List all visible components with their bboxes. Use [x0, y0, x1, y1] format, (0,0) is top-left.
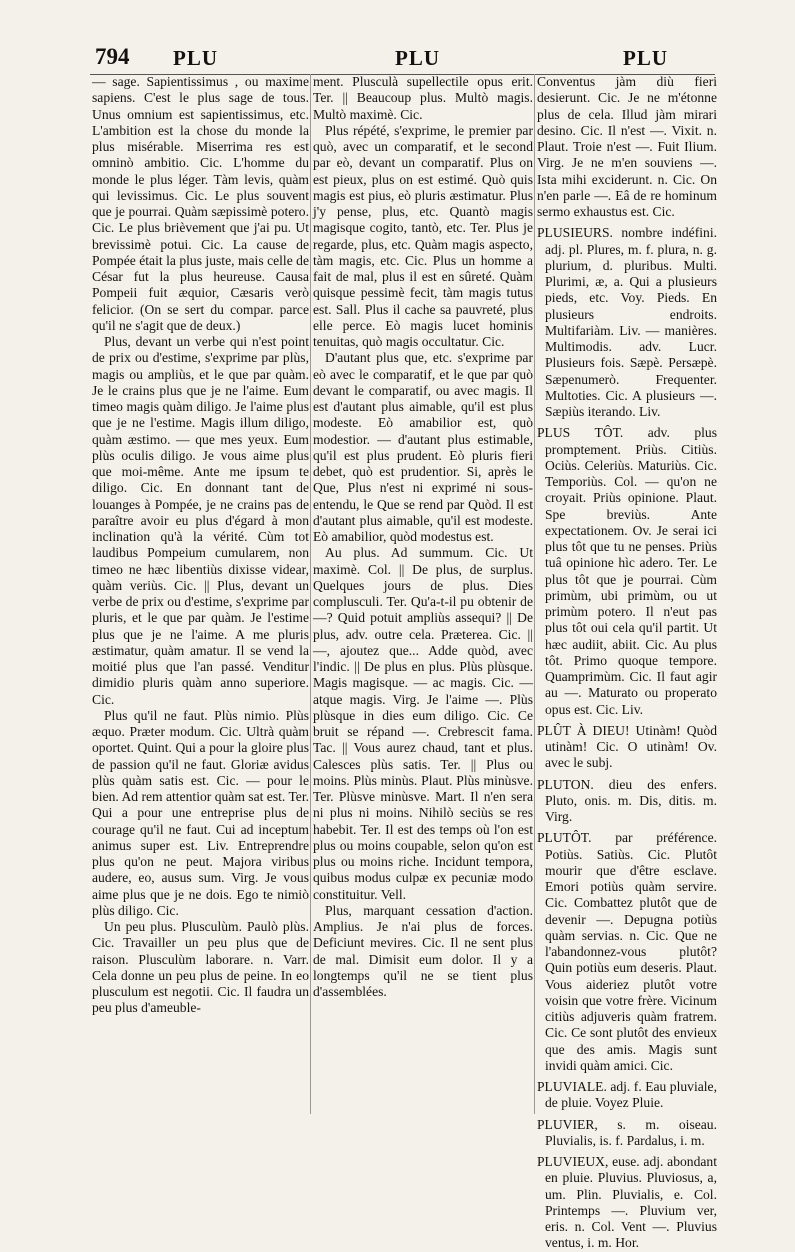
paragraph: Au plus. Ad summum. Cic. Ut maximè. Col. || De plus, de surplus. Quelques jours de plus. Dies complusculi. Ter. Qu'a-t-il pu obtenir de —? Quid potuit ampliùs assequi? || De plus, adv. outre cela. Præterea. Cic. || —, ajoutez que... Adde quòd, avec l'indic. || De plus en plus. Plùs plùsque. Magis magisque. — ac magis. Cic. — atque magis. Virg. Je l'aime —. Plùs plùsque in dies eum diligo. Cic. Ce bruit se répand —. Crebrescit fama. Tac. || Vous aurez chaud, tant et plus. Calesces plùs satis. Ter. || Plus ou moins. Plùs minùs. Plaut. Plùs minùsve. Ter. Plùsve minùsve. Mart. Il n'en sera ni plus ni moins. Nihilò seciùs se res habebit. Ter. Il est des temps où l'on est plus ou moins coupable, selon qu'on est plus ou moins riche. Incidunt tempora, quibus modus culpæ ex pecuniæ modo constituitur. Vell.: [313, 545, 533, 902]
column-separator: [534, 74, 535, 1114]
paragraph: ment. Plusculà supellectile opus erit. Ter. || Beaucoup plus. Multò magis. Multò maximè. Cic.: [313, 74, 533, 122]
dictionary-entry: PLUSIEURS. nombre indéfini. adj. pl. Plures, m. f. plura, n. g. plurium, d. pluribus. Multi. Plurimi, æ, a. Qui a plusieurs pieds, etc. Voy. Pieds. En plusieurs endroits. Multifariàm. Liv. — manières. Multimodis. adv. Lucr. Plusieurs fois. Sæpè. Persæpè. Sæpenumerò. Frequenter. Multoties. Cic. A plusieurs —. Sæpiùs iterando. Liv.: [537, 225, 717, 419]
dictionary-entry: PLUTON. dieu des enfers. Pluto, onis. m. Dis, ditis. m. Virg.: [537, 776, 717, 824]
dictionary-entry: PLUS TÔT. adv. plus promptement. Priùs. Citiùs. Ociùs. Celeriùs. Maturiùs. Cic. Temporiùs. Col. — qu'on ne croyait. Priùs opinione. Plaut. Spe breviùs. Ante expectationem. Ov. Je serai ici plus tôt que tu ne penses. Priùs tuâ opinione hìc adero. Ter. Le plus tôt que je pourrai. Cùm primùm, ubi primùm, ou ut primùm potero. Il n'eut pas plus tôt oui cela qu'il partit. Ut hæc audiit, abiit. Cic. Au plus tôt. Primo quoque tempore. Quamprimùm. Cic. Il faut agir au —. Maturato ou properato opus est. Cic. Liv.: [537, 425, 717, 717]
paragraph: — sage. Sapientissimus , ou maxime sapiens. C'est le plus sage de tous. Unus omnium est sapientissimus, etc. L'ambition est la chose du monde la plus misérable. Miserrima res est omninò ambitio. Cic. L'homme du monde le plus léger. Tàm levis, quàm qui levissimus. Cic. Le plus souvent que je pourrai. Quàm sæpissimè potero. Cic. Le plus brièvement que j'ai pu. Ut brevissimè potui. Cic. La cause de Pompée était la plus juste, mais celle de César fut la plus heureuse. Causa Pompeii fuit æquior, Cæsaris verò felicior. (On se sert du compar. parce qu'il ne s'agit que de deux.): [92, 74, 309, 333]
running-head-center: PLU: [395, 46, 440, 70]
page-header: [95, 44, 715, 76]
text-column-center: [313, 74, 533, 1136]
paragraph: Conventus jàm diù fieri desierunt. Cic. Je ne m'étonne plus de cela. Illud jàm mirari desino. Cic. Il n'est —. Vixit. n. Plaut. Troie n'est —. Fuit Ilium. Virg. Je ne m'en souviens —. Ista mihi exciderunt. n. Cic. On n'en parle —. Eâ de re hominum sermo exhaustus est. Cic.: [537, 74, 717, 219]
text-column-right: [537, 74, 717, 1251]
dictionary-entry: PLÛT À DIEU! Utinàm! Quòd utinàm! Cic. O utinàm! Ov. avec le subj.: [537, 722, 717, 771]
running-head-left: PLU: [173, 46, 218, 70]
dictionary-entry: PLUVIALE. adj. f. Eau pluviale, de pluie. Voyez Pluie.: [537, 1079, 717, 1111]
column-separator: [310, 74, 311, 1114]
dictionary-entry: PLUVIER, s. m. oiseau. Pluvialis, is. f. Pardalus, i. m.: [537, 1116, 717, 1148]
paragraph: Plus qu'il ne faut. Plùs nimio. Plùs æquo. Præter modum. Cic. Ultrà quàm oportet. Quint. Qui a pour la gloire plus de passion qu'il ne faut. Gloriæ avidus plùs quàm satis est. Cic. — pour le bien. Ad rem attentior quàm sat est. Ter. Qui a pour une entreprise plus de courage qu'il ne faut. Cui ad inceptum animus super est. Liv. Entreprendre plus qu'on ne peut. Majora viribus audere, eo, ausus sum. Virg. Je vous aime plus que je ne dois. Ego te nimiò plùs diligo. Cic.: [92, 707, 310, 918]
paragraph: Plus, marquant cessation d'action. Amplius. Je n'ai plus de forces. Deficiunt mevires. Cic. Il ne sent plus de mal. Dimisit eum dolor. Il y a longtemps qu'il ne se tient plus d'assemblées.: [313, 902, 533, 999]
running-head-right: PLU: [623, 46, 668, 70]
paragraph: Un peu plus. Plusculùm. Paulò plùs. Cic. Travailler un peu plus que de raison. Plusculùm laborare. n. Varr. Cela donne un peu plus de peine. In eo plusculum est negotii. Cic. Il faudra un peu plus d'ameuble-: [92, 919, 309, 1016]
paragraph: Plus répété, s'exprime, le premier par quò, avec un comparatif, et le second par eò, devant un comparatif. Plus on est pieux, plus on est estimé. Quò quis magis est pius, eò pluris æstimatur. Plus j'y pense, plus, etc. Quantò magis magisque cogito, tantò, etc. Ter. Plus je regarde, plus, etc. Quàm magis aspecto, tàm magis, etc. Cic. Plus un homme a fait de mal, plus il est en sûreté. Quàm quisque pessimè fecit, tàm magis tutus est. Sall. Plus il cache sa pauvreté, plus elle perce. Eò magis lucet hominis tenuitas, quò magis occultatur. Cic.: [313, 122, 533, 349]
page-number: 794: [95, 44, 130, 69]
paragraph: Plus, devant un verbe qui n'est point de prix ou d'estime, s'exprime par plùs, magis ou ampliùs, et le que par quàm. Je le crains plus que je ne l'aime. Eum timeo magis quàm diligo. Je l'aime plus que je ne l'estime. Magis illum diligo, quàm æstimo. — que mes yeux. Eum plùs oculis diligo. Je vous aime plus que moi-même. Ante me ipsum te diligo. Cic. En donnant tant de louanges à Pompée, je ne crains pas de paraître avoir eu plus d'égard à mon inclination qu'à la vérité. Cùm tot laudibus Pompeium cumularem, non timeo ne hæc libentiùs dixisse videar, quàm veriùs. Cic. || Plus, devant un verbe de prix ou d'estime, s'exprime par pluris, et le que par quàm. Je l'estime plus que je ne l'aime. A me pluris æstimatur, quàm amatur. Il se vend la moitié plus que l'an passé. Venditur dimidio pluris quàm anno superiore. Cic.: [92, 334, 309, 707]
text-column-left: [92, 74, 309, 1136]
dictionary-entry: PLUTÔT. par préférence. Potiùs. Satiùs. Cic. Plutôt mourir que d'être esclave. Emori potiùs quàm servire. Cic. Combattez plutôt que de devenir —. Depugna potiùs quàm servias. n. Cic. Que ne l'abandonnez-vous plutôt? Quin potiùs eum deseris. Plaut. Vous aideriez plutôt votre voisin que votre frère. Vicinum citiùs adjuveris quàm fratrem. Cic. Ce sont plutôt des envieux que des amis. Magis sunt invidi quàm amici. Cic.: [537, 830, 717, 1073]
paragraph: D'autant plus que, etc. s'exprime par eò avec le comparatif, et le que par quò devant le comparatif, ou avec magis. Il est d'autant plus aimable, qu'il est plus modeste. Eò amabilior est, quò modestior. — d'autant plus estimable, qu'il est plus prudent. Eò pluris fieri debet, quò est prudentior. Si, après le Que, Plus n'est ni exprimé ni sous-entendu, le Que se rend par Quòd. Il est d'autant plus aimable, qu'il est modeste. Eò amabilior, quòd modestus est.: [313, 350, 533, 544]
dictionary-entry: PLUVIEUX, euse. adj. abondant en pluie. Pluvius. Pluviosus, a, um. Plin. Pluvialis, e. Col. Printemps —. Pluvium ver, eris. n. Col. Vent —. Pluvius ventus, i. m. Hor.: [537, 1154, 717, 1251]
